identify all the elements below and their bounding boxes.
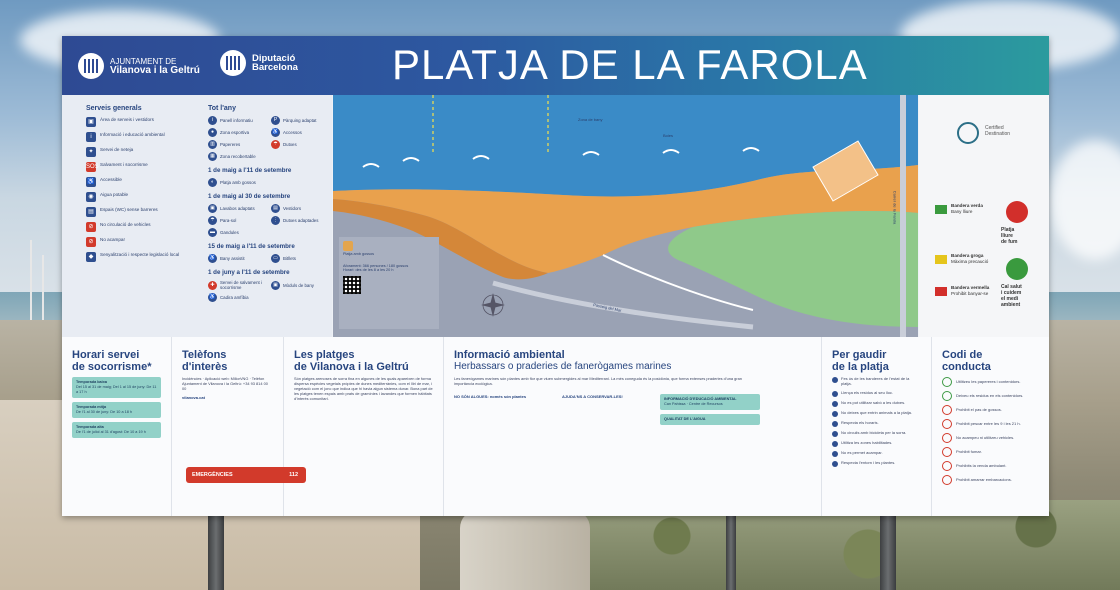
list-item: ♿ Cadira amfíbia	[209, 294, 249, 300]
shower-icon: ⋮	[273, 217, 278, 223]
list-item: ⋮ Dutxes adaptades	[273, 217, 319, 223]
parasol-icon: ☂	[208, 216, 217, 225]
phones-text: Incidències · Aplicació web: MillorVNG · Telèfon Ajuntament de Vilanova i la Geltrú: +34 93 814 00 00	[182, 376, 268, 391]
list-item: No circulis amb bicicleta per la sorra.	[832, 431, 921, 437]
bin-icon: ▥	[208, 140, 217, 149]
list-item: Prohibits la venda ambulant.	[942, 461, 1039, 471]
parking-icon: P	[271, 116, 280, 125]
phones-section	[172, 337, 298, 516]
list-item: ▥ Papereres	[208, 140, 267, 149]
box-title: AJUDA'NS A CONSERVAR-LES!	[562, 394, 623, 399]
list-item: ☂ Dutxes	[271, 140, 330, 149]
environmental-info-section	[444, 337, 822, 516]
no-smoking-icon	[942, 447, 952, 457]
sign-post	[726, 512, 736, 590]
period-title: 15 de maig a l'11 de setembre	[208, 243, 295, 250]
ajuntament-label: AJUNTAMENT DE	[110, 57, 177, 66]
list-item: No deixes que entrin animals a la platja.	[832, 411, 921, 417]
map-info-title: Platja amb gossos	[343, 252, 375, 256]
road-label: Passeig del Mar	[592, 302, 622, 313]
map-info-text: Aforament: 366 persones / 180 gossos	[343, 264, 409, 268]
list-item: Prohibit amarrar embarcacions.	[942, 475, 1039, 485]
list-item: ✦ Servei de neteja	[86, 147, 204, 157]
environmental-title: Informació ambiental	[454, 349, 565, 361]
bullet-icon	[832, 377, 838, 383]
bottom-band	[62, 337, 1049, 516]
diputacio-emblem-icon	[220, 50, 246, 76]
period-title: 1 de maig al 30 de setembre	[208, 193, 291, 200]
sign-post	[880, 512, 896, 590]
list-item: ♿ Bany assistit	[209, 255, 245, 261]
dog-area-icon	[343, 241, 353, 251]
list-item: ⊘ No acampar	[86, 237, 204, 247]
diputacio-logo	[220, 50, 298, 76]
bin-icon	[942, 377, 952, 387]
toilet-icon: ▣	[208, 204, 217, 213]
info-icon: i	[86, 132, 96, 142]
diputacio-label: Diputació	[252, 53, 296, 64]
broom-icon: ✦	[86, 147, 96, 157]
list-item: No es permet acampar.	[832, 451, 921, 457]
barcelona-label: Barcelona	[252, 62, 298, 73]
red-flag-icon	[935, 287, 947, 296]
list-item: i Panell informatiu	[208, 116, 267, 125]
education-info-box: INFORMACIÓ D'EDUCACIÓ AMBIENTAL Can Pahissa · Centre de Recursos	[660, 394, 760, 410]
no-smoking-icon	[1006, 201, 1028, 223]
wc-icon: ▤	[86, 207, 96, 217]
no-vending-icon	[942, 461, 952, 471]
list-item: ● Zona esportiva	[208, 128, 267, 137]
list-item: ♿ Accessos	[272, 129, 302, 135]
list-item: ◐ Platja amb gossos	[208, 178, 267, 187]
hours-block: Temporada baixa Del 15 al 31 de maig; Del 1 al 15 de juny: De 11 a 17 h	[72, 377, 161, 398]
services-heading: Serveis generals	[86, 105, 142, 112]
list-item: Prohibit el pas de gossos.	[942, 405, 1039, 415]
list-item: ▭ Bitllets	[271, 254, 330, 263]
general-services	[86, 105, 204, 267]
beach-map	[333, 95, 918, 337]
yellow-flag-info: Bandera groga Màxima precaució	[935, 253, 988, 264]
lifeguard-icon: ✚	[208, 281, 217, 290]
no-camping-icon	[942, 433, 952, 443]
map-info-box	[339, 237, 439, 329]
bullet-icon	[832, 451, 838, 457]
lifeguard-hours-title: Horari servei de socorrisme*	[72, 349, 152, 373]
sign-icon: ◆	[86, 252, 96, 262]
sport-icon: ●	[208, 128, 217, 137]
list-item: Utilitzeu les papereres i contenidors.	[942, 377, 1039, 387]
bullet-icon	[832, 431, 838, 437]
sign-header	[62, 36, 1049, 95]
list-item: Prohibit fumar.	[942, 447, 1039, 457]
list-item: P Pàrquing adaptat	[271, 116, 330, 125]
sign-title: PLATJA DE LA FAROLA	[392, 41, 868, 88]
list-item: Respecta l'entorn i les plantes.	[832, 461, 921, 467]
boat-mast	[30, 240, 32, 320]
list-item: ♿ Accessible	[87, 177, 122, 185]
bullet-icon	[832, 401, 838, 407]
ticket-icon: ▭	[271, 254, 280, 263]
list-item: Respecta els horaris.	[832, 421, 921, 427]
enjoy-beach-title: Per gaudir de la platja	[832, 349, 889, 373]
code-of-conduct-title: Codi de conducta	[942, 349, 991, 373]
list-item: ▣ Àrea de serveis i vestidors	[86, 117, 204, 127]
amphibious-chair-icon: ♿	[209, 294, 216, 300]
yellow-flag-icon	[935, 255, 947, 264]
environmental-subtitle: Herbassars o praderies de fanerògames marines	[454, 361, 672, 372]
list-item: Fes ús de les banderes de l'estat de la platja.	[832, 377, 921, 387]
list-item: Llença els residus al seu lloc.	[832, 391, 921, 397]
bullet-icon	[832, 411, 838, 417]
biosphere-logo-icon	[957, 122, 979, 144]
list-item: ▤ Vestidors	[271, 204, 330, 213]
side-road-label: Carrer de la Farola	[892, 190, 898, 225]
accessible-icon: ♿	[272, 129, 279, 135]
wc-icon: ▣	[86, 117, 96, 127]
changing-room-icon: ▤	[271, 204, 280, 213]
smoke-free-label: Platja lliure de fum	[1001, 227, 1018, 245]
list-item: ⊘ No circulació de vehicles	[86, 222, 204, 232]
bullet-icon	[832, 391, 838, 397]
environmental-text: Les fanerògames marines són plantes amb flor que viuen submergides al mar Mediterrani. La més coneguda és la posidònia, que forma extenses praderies d'una gran importància ecològica.	[454, 376, 742, 386]
map-info-text: Horari: des de les 8 a les 20 h	[343, 268, 394, 272]
flags-panel	[919, 95, 1049, 337]
qr-code[interactable]	[343, 276, 361, 294]
zone-icon: ▦	[208, 152, 217, 161]
emergency-badge: EMERGÈNCIES 112	[186, 467, 306, 483]
list-item: Deixeu els residus en els contenidors.	[942, 391, 1039, 401]
ajuntament-logo	[78, 50, 200, 82]
list-item: ◆ Senyalització i respecte legislació local	[86, 252, 204, 262]
no-fishing-icon	[942, 419, 952, 429]
list-item: No es pot utilitzar sabó a les dutxes.	[832, 401, 921, 407]
period-title: 1 de maig a l'11 de setembre	[208, 167, 292, 174]
accessible-icon: ♿	[87, 179, 95, 185]
period-title: 1 de juny a l'11 de setembre	[208, 269, 290, 276]
services-panel	[62, 95, 332, 337]
certified-destination: Certified Destination	[985, 125, 1011, 137]
list-item: Prohibit pescar entre les 9 i les 21 h.	[942, 419, 1039, 429]
lifeguard-hours-section	[62, 337, 172, 516]
module-icon: ▣	[271, 281, 280, 290]
list-item: ✚ Servei de salvament i socorrisme	[208, 280, 267, 290]
green-flag-icon	[935, 205, 947, 214]
beach-info-sign	[62, 36, 1049, 516]
no-mooring-icon	[942, 475, 952, 485]
bullet-icon	[832, 421, 838, 427]
shower-icon: ☂	[271, 140, 280, 149]
box-title: NO SÓN ALGUES: només són plantes	[454, 394, 527, 399]
boat-mast	[42, 255, 44, 320]
recycle-icon	[942, 391, 952, 401]
sunbed-icon: ▬	[210, 229, 215, 235]
list-item: ☂ Para-sol	[208, 216, 267, 225]
list-item: ▤ Espais (WC) sense barreres	[86, 207, 204, 217]
tot-lany-heading: Tot l'any	[208, 105, 236, 112]
list-item: SOS Salvament i socorrisme	[86, 162, 148, 170]
sign-post	[208, 512, 224, 590]
list-item: ▦ Zona recobertable	[208, 152, 267, 161]
list-item: ▣ Mòduls de bany	[271, 280, 330, 290]
sos-icon: SOS	[86, 164, 99, 170]
environment-care-icon	[1006, 258, 1028, 280]
phones-title: Telèfons d'interès	[182, 349, 228, 373]
stone-wall	[460, 510, 590, 590]
bullet-icon	[832, 461, 838, 467]
list-item: i Informació i educació ambiental	[86, 132, 204, 142]
buoy-label: Boies	[663, 133, 674, 138]
zone-label: Zona de bany	[578, 117, 603, 122]
list-item: Utilitza les zones habilitades.	[832, 441, 921, 447]
list-item: No acampeu ni utilitzeu vehicles.	[942, 433, 1039, 443]
list-item: ◉ Aigua potable	[86, 192, 204, 202]
year-round-services	[208, 105, 330, 302]
assisted-bath-icon: ♿	[209, 255, 216, 261]
no-car-icon: ⊘	[86, 222, 96, 232]
beaches-title: Les platges de Vilanova i la Geltrú	[294, 349, 409, 373]
list-item: ▣ Lavabos adaptats	[208, 204, 267, 213]
water-icon: ◉	[86, 192, 96, 202]
no-camp-icon: ⊘	[86, 237, 96, 247]
dog-icon: ◐	[208, 178, 217, 187]
no-dogs-icon	[942, 405, 952, 415]
enjoy-beach-section	[822, 337, 932, 516]
hours-block: Temporada alta De l'1 de juliol al 31 d'agost: De 10 a 19 h	[72, 422, 161, 438]
ajuntament-emblem-icon	[78, 53, 104, 79]
list-item: ▬ Gandules	[210, 229, 239, 235]
bullet-icon	[832, 441, 838, 447]
hours-block: Temporada mitja De l'1 al 30 de juny: De 10 a 18 h	[72, 402, 161, 418]
town-name: Vilanova i la Geltrú	[110, 65, 200, 76]
website-link[interactable]: vilanova.cat	[182, 395, 205, 400]
environment-care-label: Cal salut i cuidem el medi ambient	[1001, 284, 1022, 308]
green-flag-info: Bandera verda Bany lliure	[935, 203, 983, 214]
beaches-section	[284, 337, 444, 516]
red-flag-info: Bandera vermella Prohibit banyar-se	[935, 285, 989, 296]
code-of-conduct-section	[932, 337, 1049, 516]
info-icon: i	[208, 116, 217, 125]
beaches-text: Són platges arenoses de sorra fina en algunes de les quals apareixen de forma dispersa espècies vegetals pròpies de dunes mediterrànies, com el lliri de mar, i vegetació com el jonc que indica que hi havia algun sistema dunar. Bona part de les platges tenen espais amb prats de gramínies i lavandes que formen hàbitats d'interès comunitari.	[294, 376, 433, 401]
water-quality-box: QUALITAT DE L'AIGUA	[660, 414, 760, 425]
